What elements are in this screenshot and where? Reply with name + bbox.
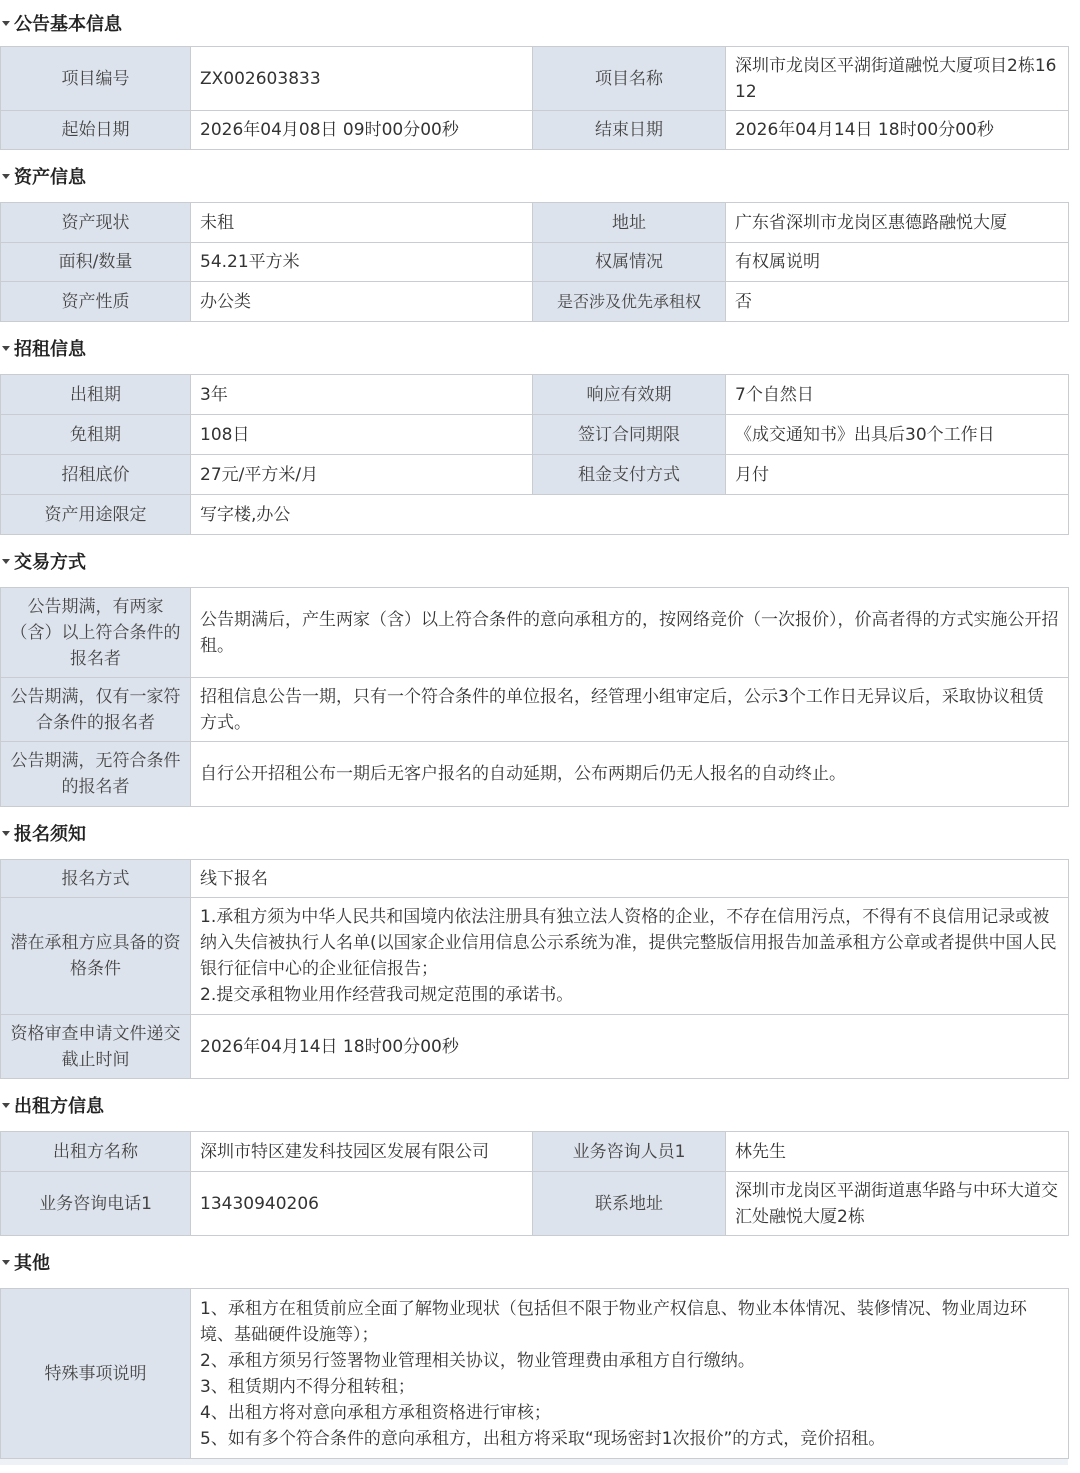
section-title-text: 招租信息	[14, 339, 86, 360]
field-label: 起始日期	[1, 111, 191, 150]
field-value: 27元/平方米/月	[191, 455, 533, 495]
section-title-asset	[0, 150, 1080, 202]
field-label: 权属情况	[533, 243, 726, 282]
table-row	[1, 415, 1069, 455]
field-value: 办公类	[191, 282, 533, 322]
table-row	[1, 47, 1069, 111]
field-value: 线下报名	[191, 860, 1069, 898]
collapse-caret-icon[interactable]	[2, 174, 10, 179]
collapse-caret-icon[interactable]	[2, 346, 10, 351]
note-line: 5、如有多个符合条件的意向承租方，出租方将采取“现场密封1次报价”的方式，竞价招租。	[200, 1428, 886, 1449]
field-value: 公告期满后，产生两家（含）以上符合条件的意向承租方的，按网络竞价（一次报价），价高者得的方式实施公开招租。	[191, 588, 1069, 678]
collapse-caret-icon[interactable]	[2, 1103, 10, 1108]
collapse-caret-icon[interactable]	[2, 831, 10, 836]
field-value: 未租	[191, 203, 533, 243]
table-row	[1, 860, 1069, 898]
field-value: 招租信息公告一期，只有一个符合条件的单位报名，经管理小组审定后，公示3个工作日无异议后，采取协议租赁方式。	[191, 678, 1069, 742]
table-row	[1, 1289, 1069, 1459]
collapse-caret-icon[interactable]	[2, 1260, 10, 1265]
field-label: 出租方名称	[1, 1132, 191, 1172]
lease-info-table	[0, 374, 1069, 535]
field-label: 项目名称	[533, 47, 726, 111]
field-label: 地址	[533, 203, 726, 243]
table-row	[1, 243, 1069, 282]
table-row	[1, 111, 1069, 150]
collapse-caret-icon[interactable]	[2, 559, 10, 564]
field-value: 2026年04月14日 18时00分00秒	[191, 1015, 1069, 1079]
signup-table	[0, 859, 1069, 1079]
section-title-basic	[0, 0, 1080, 46]
field-label: 响应有效期	[533, 375, 726, 415]
section-title-text: 资产信息	[14, 167, 86, 188]
asset-info-table	[0, 202, 1069, 322]
field-value: 7个自然日	[726, 375, 1069, 415]
field-value: 深圳市龙岗区平湖街道惠华路与中环大道交汇处融悦大厦2栋	[726, 1172, 1069, 1236]
field-label: 是否涉及优先承租权	[533, 282, 726, 322]
table-row	[1, 495, 1069, 535]
section-title-text: 交易方式	[14, 552, 86, 573]
field-label: 报名方式	[1, 860, 191, 898]
table-row	[1, 375, 1069, 415]
field-label: 资格审查申请文件递交截止时间	[1, 1015, 191, 1079]
field-label: 免租期	[1, 415, 191, 455]
table-row	[1, 1172, 1069, 1236]
section-title-lease	[0, 322, 1080, 374]
field-value	[191, 1289, 1069, 1459]
field-label: 资产性质	[1, 282, 191, 322]
table-row	[1, 455, 1069, 495]
field-value: 13430940206	[191, 1172, 533, 1236]
table-row	[1, 203, 1069, 243]
field-value: 自行公开招租公布一期后无客户报名的自动延期，公布两期后仍无人报名的自动终止。	[191, 742, 1069, 807]
section-title-text: 报名须知	[14, 824, 86, 845]
field-label: 业务咨询电话1	[1, 1172, 191, 1236]
field-label: 公告期满，无符合条件的报名者	[1, 742, 191, 807]
table-row	[1, 742, 1069, 807]
qualification-line: 2.提交承租物业用作经营我司规定范围的承诺书。	[200, 985, 574, 1005]
field-value	[191, 898, 1069, 1015]
table-row	[1, 1132, 1069, 1172]
section-title-trade	[0, 535, 1080, 587]
collapse-caret-icon[interactable]	[2, 21, 10, 26]
note-line: 3、租赁期内不得分租转租；	[200, 1376, 415, 1397]
note-line: 2、承租方须另行签署物业管理相关协议，物业管理费由承租方自行缴纳。	[200, 1350, 755, 1371]
field-value: 深圳市特区建发科技园区发展有限公司	[191, 1132, 533, 1172]
field-value: 3年	[191, 375, 533, 415]
basic-info-table	[0, 46, 1069, 150]
table-row	[1, 678, 1069, 742]
field-label: 结束日期	[533, 111, 726, 150]
section-title-text: 出租方信息	[14, 1096, 104, 1117]
field-label: 出租期	[1, 375, 191, 415]
field-label: 业务咨询人员1	[533, 1132, 726, 1172]
field-label: 潜在承租方应具备的资格条件	[1, 898, 191, 1015]
field-value: 有权属说明	[726, 243, 1069, 282]
field-label: 公告期满，有两家（含）以上符合条件的报名者	[1, 588, 191, 678]
lessor-info-table	[0, 1131, 1069, 1236]
field-value: 深圳市龙岗区平湖街道融悦大厦项目2栋1612	[726, 47, 1069, 111]
field-value: 《成交通知书》出具后30个工作日	[726, 415, 1069, 455]
field-label: 资产用途限定	[1, 495, 191, 535]
field-value: 54.21平方米	[191, 243, 533, 282]
section-title-text: 其他	[14, 1253, 50, 1274]
field-value: 林先生	[726, 1132, 1069, 1172]
table-row	[1, 898, 1069, 1015]
section-title-text: 公告基本信息	[14, 14, 122, 35]
field-label: 租金支付方式	[533, 455, 726, 495]
note-line: 1、承租方在租赁前应全面了解物业现状（包括但不限于物业产权信息、物业本体情况、装修情况、物业周边环境、基础硬件设施等）；	[200, 1298, 1027, 1345]
section-title-signup	[0, 807, 1080, 859]
field-label: 面积/数量	[1, 243, 191, 282]
field-value: 否	[726, 282, 1069, 322]
table-row	[1, 588, 1069, 678]
field-label: 资产现状	[1, 203, 191, 243]
field-value: 108日	[191, 415, 533, 455]
note-line: 4、出租方将对意向承租方承租资格进行审核；	[200, 1402, 551, 1423]
field-label: 签订合同期限	[533, 415, 726, 455]
field-value: 广东省深圳市龙岗区惠德路融悦大厦	[726, 203, 1069, 243]
field-label: 招租底价	[1, 455, 191, 495]
field-value: ZX002603833	[191, 47, 533, 111]
field-value: 2026年04月08日 09时00分00秒	[191, 111, 533, 150]
table-row	[1, 1015, 1069, 1079]
field-label: 公告期满，仅有一家符合条件的报名者	[1, 678, 191, 742]
field-value: 写字楼,办公	[191, 495, 1069, 535]
table-row	[1, 282, 1069, 322]
field-value: 月付	[726, 455, 1069, 495]
field-label: 项目编号	[1, 47, 191, 111]
field-value: 2026年04月14日 18时00分00秒	[726, 111, 1069, 150]
bottom-bar	[0, 1459, 1068, 1465]
trade-method-table	[0, 587, 1069, 807]
qualification-line: 1.承租方须为中华人民共和国境内依法注册具有独立法人资格的企业，不存在信用污点，不得有不良信用记录或被纳入失信被执行人名单(以国家企业信用信息公示系统为准，提供完整版信用报告加盖承租方公章或者提供中国人民银行征信中心的企业征信报告；	[200, 907, 1057, 979]
field-label: 特殊事项说明	[1, 1289, 191, 1459]
section-title-other	[0, 1236, 1080, 1288]
other-table	[0, 1288, 1069, 1459]
section-title-lessor	[0, 1079, 1080, 1131]
field-label: 联系地址	[533, 1172, 726, 1236]
